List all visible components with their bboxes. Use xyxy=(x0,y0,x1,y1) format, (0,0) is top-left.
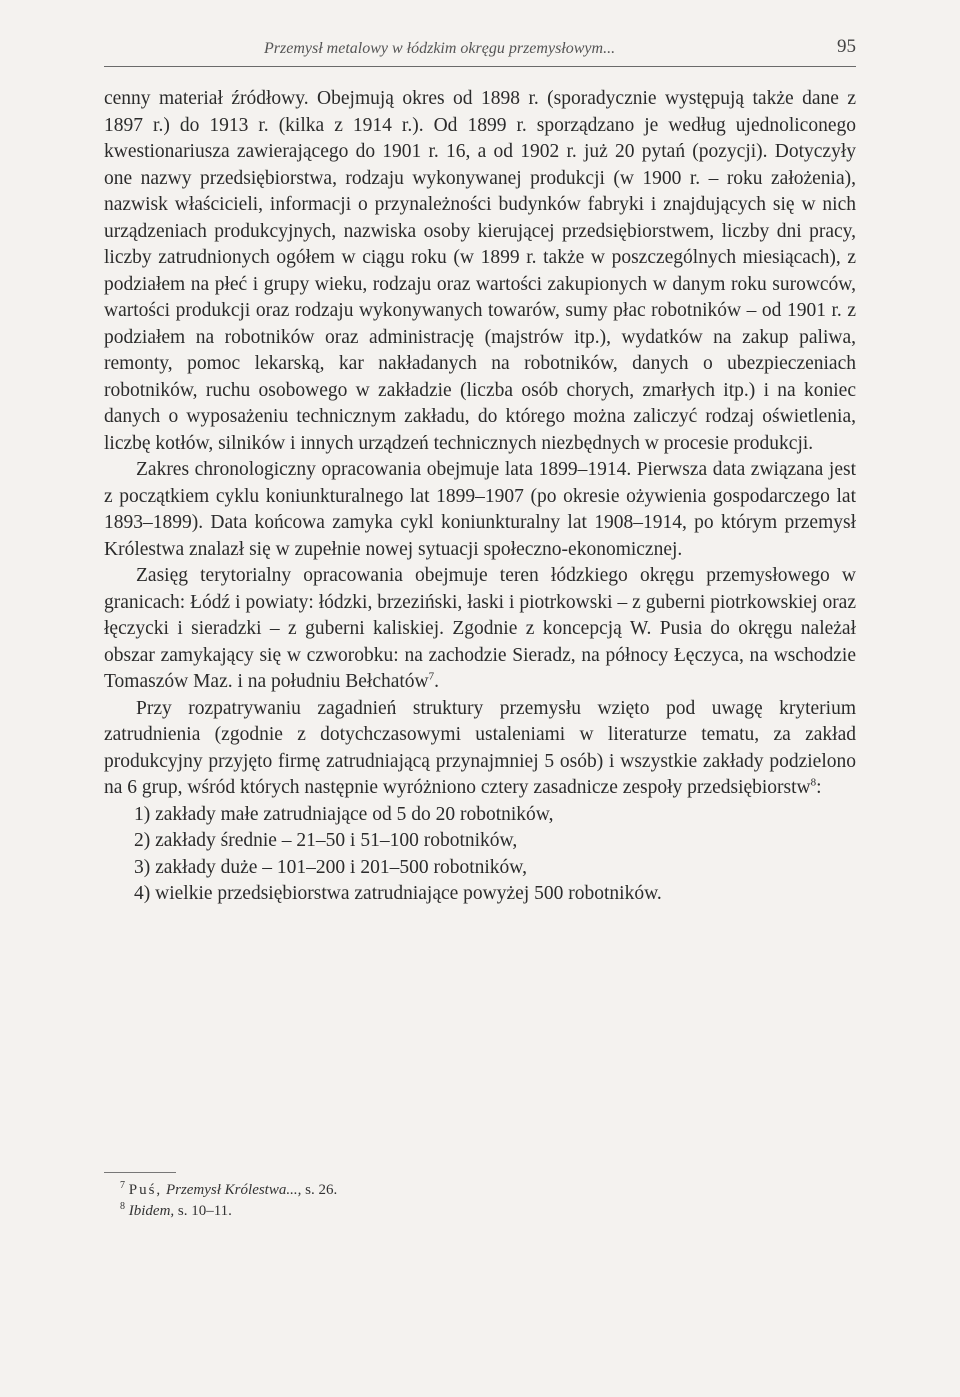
paragraph-1: cenny materiał źródłowy. Obejmują okres od 1898 r. (sporadycznie występują także dane z 1897 r.) do 1913 r. (kilka z 1914 r.). Od 1899 r. sporządzano je według ujednoliconego kwestionariusza zawierającego do 1901 r. 16, a od 1902 r. już 20 pytań (pozycji). Dotyczyły one nazwy przedsiębiorstwa, rodzaju wykonywanej produkcji (w 1900 r. – roku założenia), nazwisk właścicieli, informacji o przynależności budynków fabryki i znajdujących się w nich urządzeniach produkcyjnych, nazwiska osoby kierującej przedsiębiorstwem, liczby dni pracy, liczby zatrudnionych ogółem w ciągu roku (w 1899 r. także w poszczególnych miesiącach), z podziałem na płeć i grupy wieku, rodzaju oraz wartości zakupionych w danym roku surowców, wartości produkcji oraz rodzaju wykonywanych towarów, sumy płac robotników – od 1901 r. z podziałem na robotników oraz administrację (majstrów itp.), wydatków na zakup paliwa, remonty, pomoc lekarską, kar nakładanych na robotników, danych o ubezpieczeniach robotników, ruchu osobowego w zakładzie (liczba osób chorych, zmarłych itp.) i na koniec danych o wyposażeniu technicznym zakładu, do którego można zaliczyć rodzaj oświetlenia, liczbę kotłów, silników i innych urządzeń technicznych niezbędnych w procesie produkcji. xyxy=(104,88,856,454)
footnote-title: Ibidem, xyxy=(128,1203,175,1219)
page-header xyxy=(104,30,856,67)
list-item: 4) wielkie przedsiębiorstwa zatrudniające powyżej 500 robotników. xyxy=(134,883,662,904)
footnote-author: Puś, xyxy=(128,1182,163,1198)
footnote-ref-8[interactable]: 8 xyxy=(810,776,817,789)
paragraph-4-text: Przy rozpatrywaniu zagadnień struktury przemysłu wzięto pod uwagę kryterium zatrudnienia (zgodnie z dotychczasowymi ustaleniami w literaturze tematu, za zakład produkcyjny przyjęto firmę zatrudniającą przynajmniej 5 osób) i wszystkie zakłady podzielono na 6 grup, wśród których następnie wyróżniono cztery zasadnicze zespoły przedsiębiorstw xyxy=(104,697,856,798)
paragraph-3 xyxy=(104,563,856,696)
paragraph-4 xyxy=(104,696,856,802)
body-text xyxy=(104,86,856,908)
paragraph-3-end: . xyxy=(434,671,440,692)
footnotes xyxy=(104,1180,856,1222)
list-item: 1) zakłady małe zatrudniające od 5 do 20 robotników, xyxy=(134,803,554,825)
list-item: 3) zakłady duże – 101–200 i 201–500 robotników, xyxy=(134,856,527,878)
footnote-divider xyxy=(104,1172,176,1173)
footnote-mark: 7 xyxy=(120,1180,125,1191)
list-item: 2) zakłady średnie – 21–50 i 51–100 robotników, xyxy=(134,830,518,851)
footnote-rest: s. 10–11. xyxy=(174,1203,232,1219)
page-number: 95 xyxy=(837,36,856,57)
footnote-8 xyxy=(104,1201,856,1222)
footnote-mark: 8 xyxy=(120,1201,125,1212)
footnote-title: Przemysł Królestwa..., xyxy=(165,1182,302,1198)
paragraph-4-end: : xyxy=(816,777,822,798)
running-title: Przemysł metalowy w łódzkim okręgu przemysłowym... xyxy=(264,40,616,57)
paragraph-3-text: Zasięg terytorialny opracowania obejmuje teren łódzkiego okręgu przemysłowego w granicach: Łódź i powiaty: łódzki, brzeziński, łaski i piotrkowski – z guberni piotrkowskiej oraz łęczycki i sieradzki – z guberni kaliskiej. Zgodnie z koncepcją W. Pusia do okręgu należał obszar zamykający się w czworobku: na zachodzie Sieradz, na północy Łęczyca, na wschodzie Tomaszów Maz. i na południu Bełchatów xyxy=(104,565,856,692)
footnote-rest: s. 26. xyxy=(301,1182,338,1198)
footnote-7 xyxy=(104,1180,856,1201)
footnote-ref-7[interactable]: 7 xyxy=(428,670,435,683)
paragraph-2: Zakres chronologiczny opracowania obejmuje lata 1899–1914. Pierwsza data związana jest z początkiem cyklu koniunkturalnego lat 1899–1907 (po okresie ożywienia gospodarczego lat 1893–1899). Data końcowa zamyka cykl koniunkturalny lat 1908–1914, po którym przemysł Królestwa znalazł się w zupełnie nowej sytuacji społeczno-ekonomicznej. xyxy=(104,459,856,560)
enterprise-group-list xyxy=(104,802,856,908)
